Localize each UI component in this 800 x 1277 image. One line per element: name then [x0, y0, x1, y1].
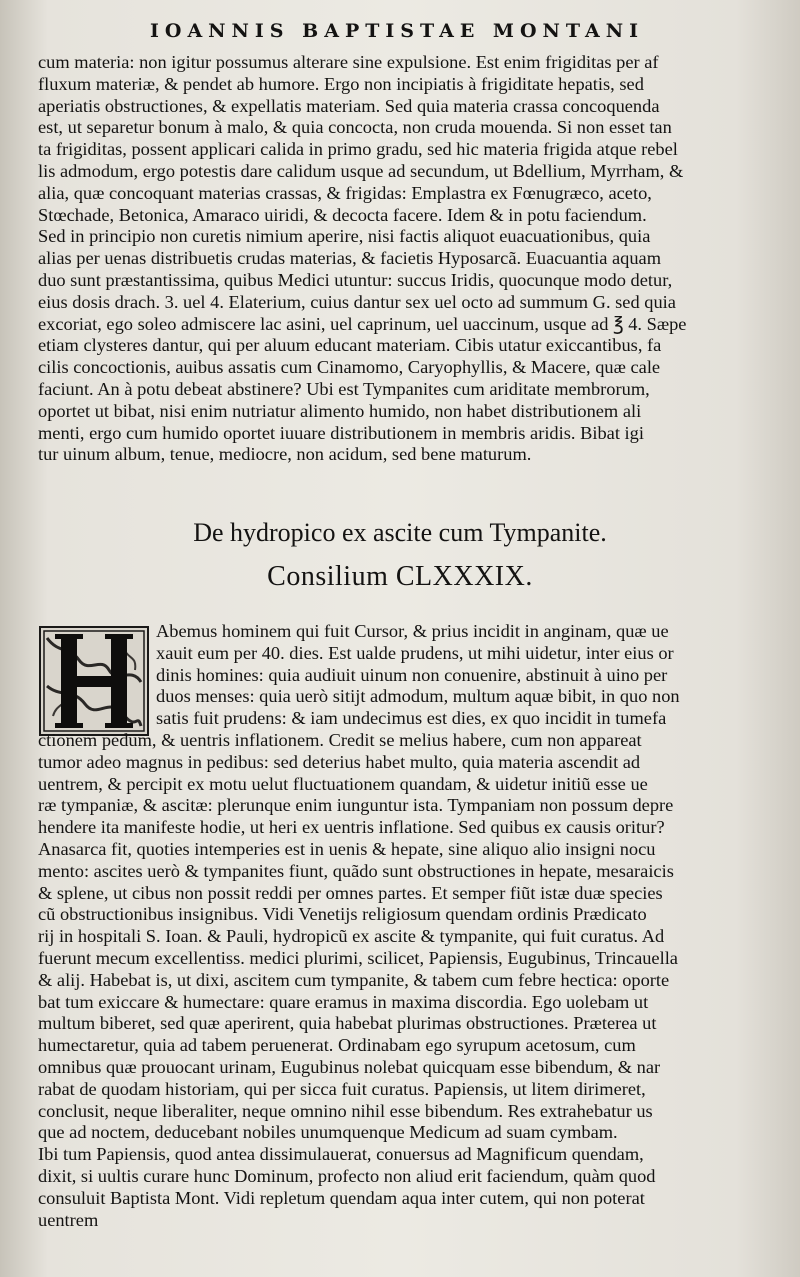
text-line: que ad noctem, deducebant nobiles unumquenque Medicum ad suam cymbam. — [38, 1122, 618, 1143]
consilium-number: Consilium CLXXXIX. — [267, 561, 533, 592]
text-line: ctionem pedum, & uentris inflationem. Credit se melius habere, cum non appareat — [38, 729, 642, 750]
text-line: uentrem — [38, 1209, 99, 1230]
text-line: mento: ascites uerò & tympanites fiunt, quãdo sunt obstructiones in hepate, mesaraicis — [38, 860, 674, 881]
text-line: cũ obstructionibus insignibus. Vidi Venetijs religiosum quendam ordinis Prædicato — [38, 904, 647, 925]
text-line: rij in hospitali S. Ioan. & Pauli, hydropicũ ex ascite & tympanite, qui fuit curatus. Ad — [38, 926, 665, 947]
text-line: conclusit, neque liberaliter, neque omnino nihil esse bibendum. Res extrahebatur us — [38, 1100, 653, 1121]
text-line: tur uinum album, tenue, mediocre, non acidum, sed bene maturum. — [38, 444, 532, 465]
text-line: menti, ergo cum humido oportet iuuare distributionem in membris aridis. Bibat igi — [38, 422, 644, 443]
text-line: dinis homines: quia audiuit uinum non conuenire, abstinuit à uino per — [156, 664, 668, 685]
text-line: aperiatis obstructiones, & expellatis materiam. Sed quia materia crassa concoquenda — [38, 95, 660, 116]
text-line: est, ut separetur bonum à malo, & quia concocta, non cruda mouenda. Si non esset tan — [38, 117, 672, 138]
section-title: De hydropico ex ascite cum Tympanite. — [193, 518, 607, 547]
running-head: IOANNIS BAPTISTAE MONTANI — [150, 20, 644, 42]
text-line: ræ tympaniæ, & ascitæ: plerunque enim iunguntur ista. Tympaniam non possum depre — [38, 795, 674, 816]
text-line: etiam clysteres dantur, qui per aluum educant materiam. Cibis utatur exiccantibus, fa — [38, 335, 662, 356]
text-line: cum materia: non igitur possumus alterare sine expulsione. Est enim frigiditas per af — [38, 52, 659, 72]
text-line: & splene, ut cibus non possit reddi per omnes partes. Et semper fiũt istæ duæ species — [38, 882, 663, 903]
text-line: satis fuit prudens: & iam undecimus est dies, ex quo incidit in tumefa — [156, 708, 667, 729]
text-line: hendere ita manifeste hodie, ut heri ex uentris inflatione. Sed quibus ex causis oritur? — [38, 817, 665, 838]
text-line: multum biberet, sed quæ aperirent, quia habebat plurimas obstructiones. Præterea ut — [38, 1013, 657, 1034]
text-line: alias per uenas distribuetis crudas materias, & facietis Hyposarcã. Euacuantia aquam — [38, 248, 662, 269]
text-line: Stœchade, Betonica, Amaraco uiridi, & decocta facere. Idem & in potu faciendum. — [38, 204, 647, 225]
text-line: bat tum exiccare & humectare: quare eramus in maxima discordia. Ego uolebam ut — [38, 991, 649, 1012]
text-line: duo sunt præstantissima, quibus Medici utuntur: succus Iridis, quocunque modo detur, — [38, 269, 673, 290]
text-line: & alij. Habebat is, ut dixi, ascitem cum tympanite, & tabem cum febre hectica: oporte — [38, 969, 670, 990]
text-line: alia, quæ concoquant materias crassas, & frigidas: Emplastra ex Fœnugræco, aceto, — [38, 182, 652, 203]
text-line: omnibus quæ prouocant urinam, Eugubinus nolebat quicquam esse bibendum, & nar — [38, 1056, 661, 1077]
text-line: faciunt. An à potu debeat abstinere? Ubi est Tympanites cum ariditate membrorum, — [38, 378, 650, 399]
text-line: duos menses: quia uerò sitijt admodum, multum aquæ bibit, in quo non — [156, 686, 680, 707]
text-line: eius dosis drach. 3. uel 4. Elaterium, cuius dantur sex uel octo ad summum G. sed quia — [38, 291, 676, 312]
text-line: Abemus hominem qui fuit Cursor, & prius incidit in anginam, quæ ue — [156, 621, 669, 641]
text-line: fluxum materiæ, & pendet ab humore. Ergo non incipiatis à frigiditate hepatis, sed — [38, 73, 644, 94]
text-line: Anasarca fit, quoties intemperies est in uenis & hepate, sine aliquo alio insigni nocu — [38, 838, 656, 859]
text-line: consuluit Baptista Mont. Vidi repletum quendam aqua inter cutem, qui non poterat — [38, 1187, 645, 1208]
text-line: xauit eum per 40. dies. Est ualde prudens, ut mihi uidetur, inter eius or — [156, 642, 674, 663]
text-line: uentrem, & percipit ex motu uelut fluctuationem quandam, & uidetur initiũ esse ue — [38, 773, 648, 794]
text-line: tumor adeo magnus in pedibus: sed deterius habet multo, quia materia ascendit ad — [38, 751, 641, 772]
text-line: Sed in principio non curetis nimium aperire, nisi factis aliquot euacuationibus, quia — [38, 226, 651, 247]
text-line: cilis concoctionis, auibus assatis cum Cinamomo, Caryophyllis, & Macere, quæ cale — [38, 357, 661, 378]
text-line: excoriat, ego soleo admiscere lac asini, uel caprinum, uel uaccinum, usque ad ℥ 4. Sæpe — [38, 313, 687, 334]
text-block-continuation — [38, 52, 764, 466]
text-line: lis admodum, ergo potestis dare calidum usque ad secundum, ut Bdellium, Myrrham, & — [38, 160, 684, 181]
text-line: dixit, si uultis curare hunc Dominum, profecto non aliud erit faciendum, quàm quod — [38, 1165, 656, 1186]
text-line: oportet ut bibat, nisi enim nutriatur alimento humido, non habet distributionem ali — [38, 400, 642, 421]
text-line: rabat de quodam historiam, qui per sicca fuit curatus. Papiensis, ut litem dirimeret, — [38, 1078, 646, 1099]
text-line: humectaretur, quia ad tabem peruenerat. Ordinabam ego syrupum acetosum, cum — [38, 1035, 636, 1056]
text-line: ta frigiditas, possent applicari calida in primo gradu, sed hic materia frigida atque rebel — [38, 139, 678, 160]
text-block-consilium — [38, 621, 764, 1231]
text-line: fuerunt mecum excellentiss. medici plurimi, scilicet, Papiensis, Eugubinus, Trincauella — [38, 947, 678, 968]
text-line: Ibi tum Papiensis, quod antea dissimulauerat, conuersus ad Magnificum quendam, — [38, 1144, 644, 1165]
